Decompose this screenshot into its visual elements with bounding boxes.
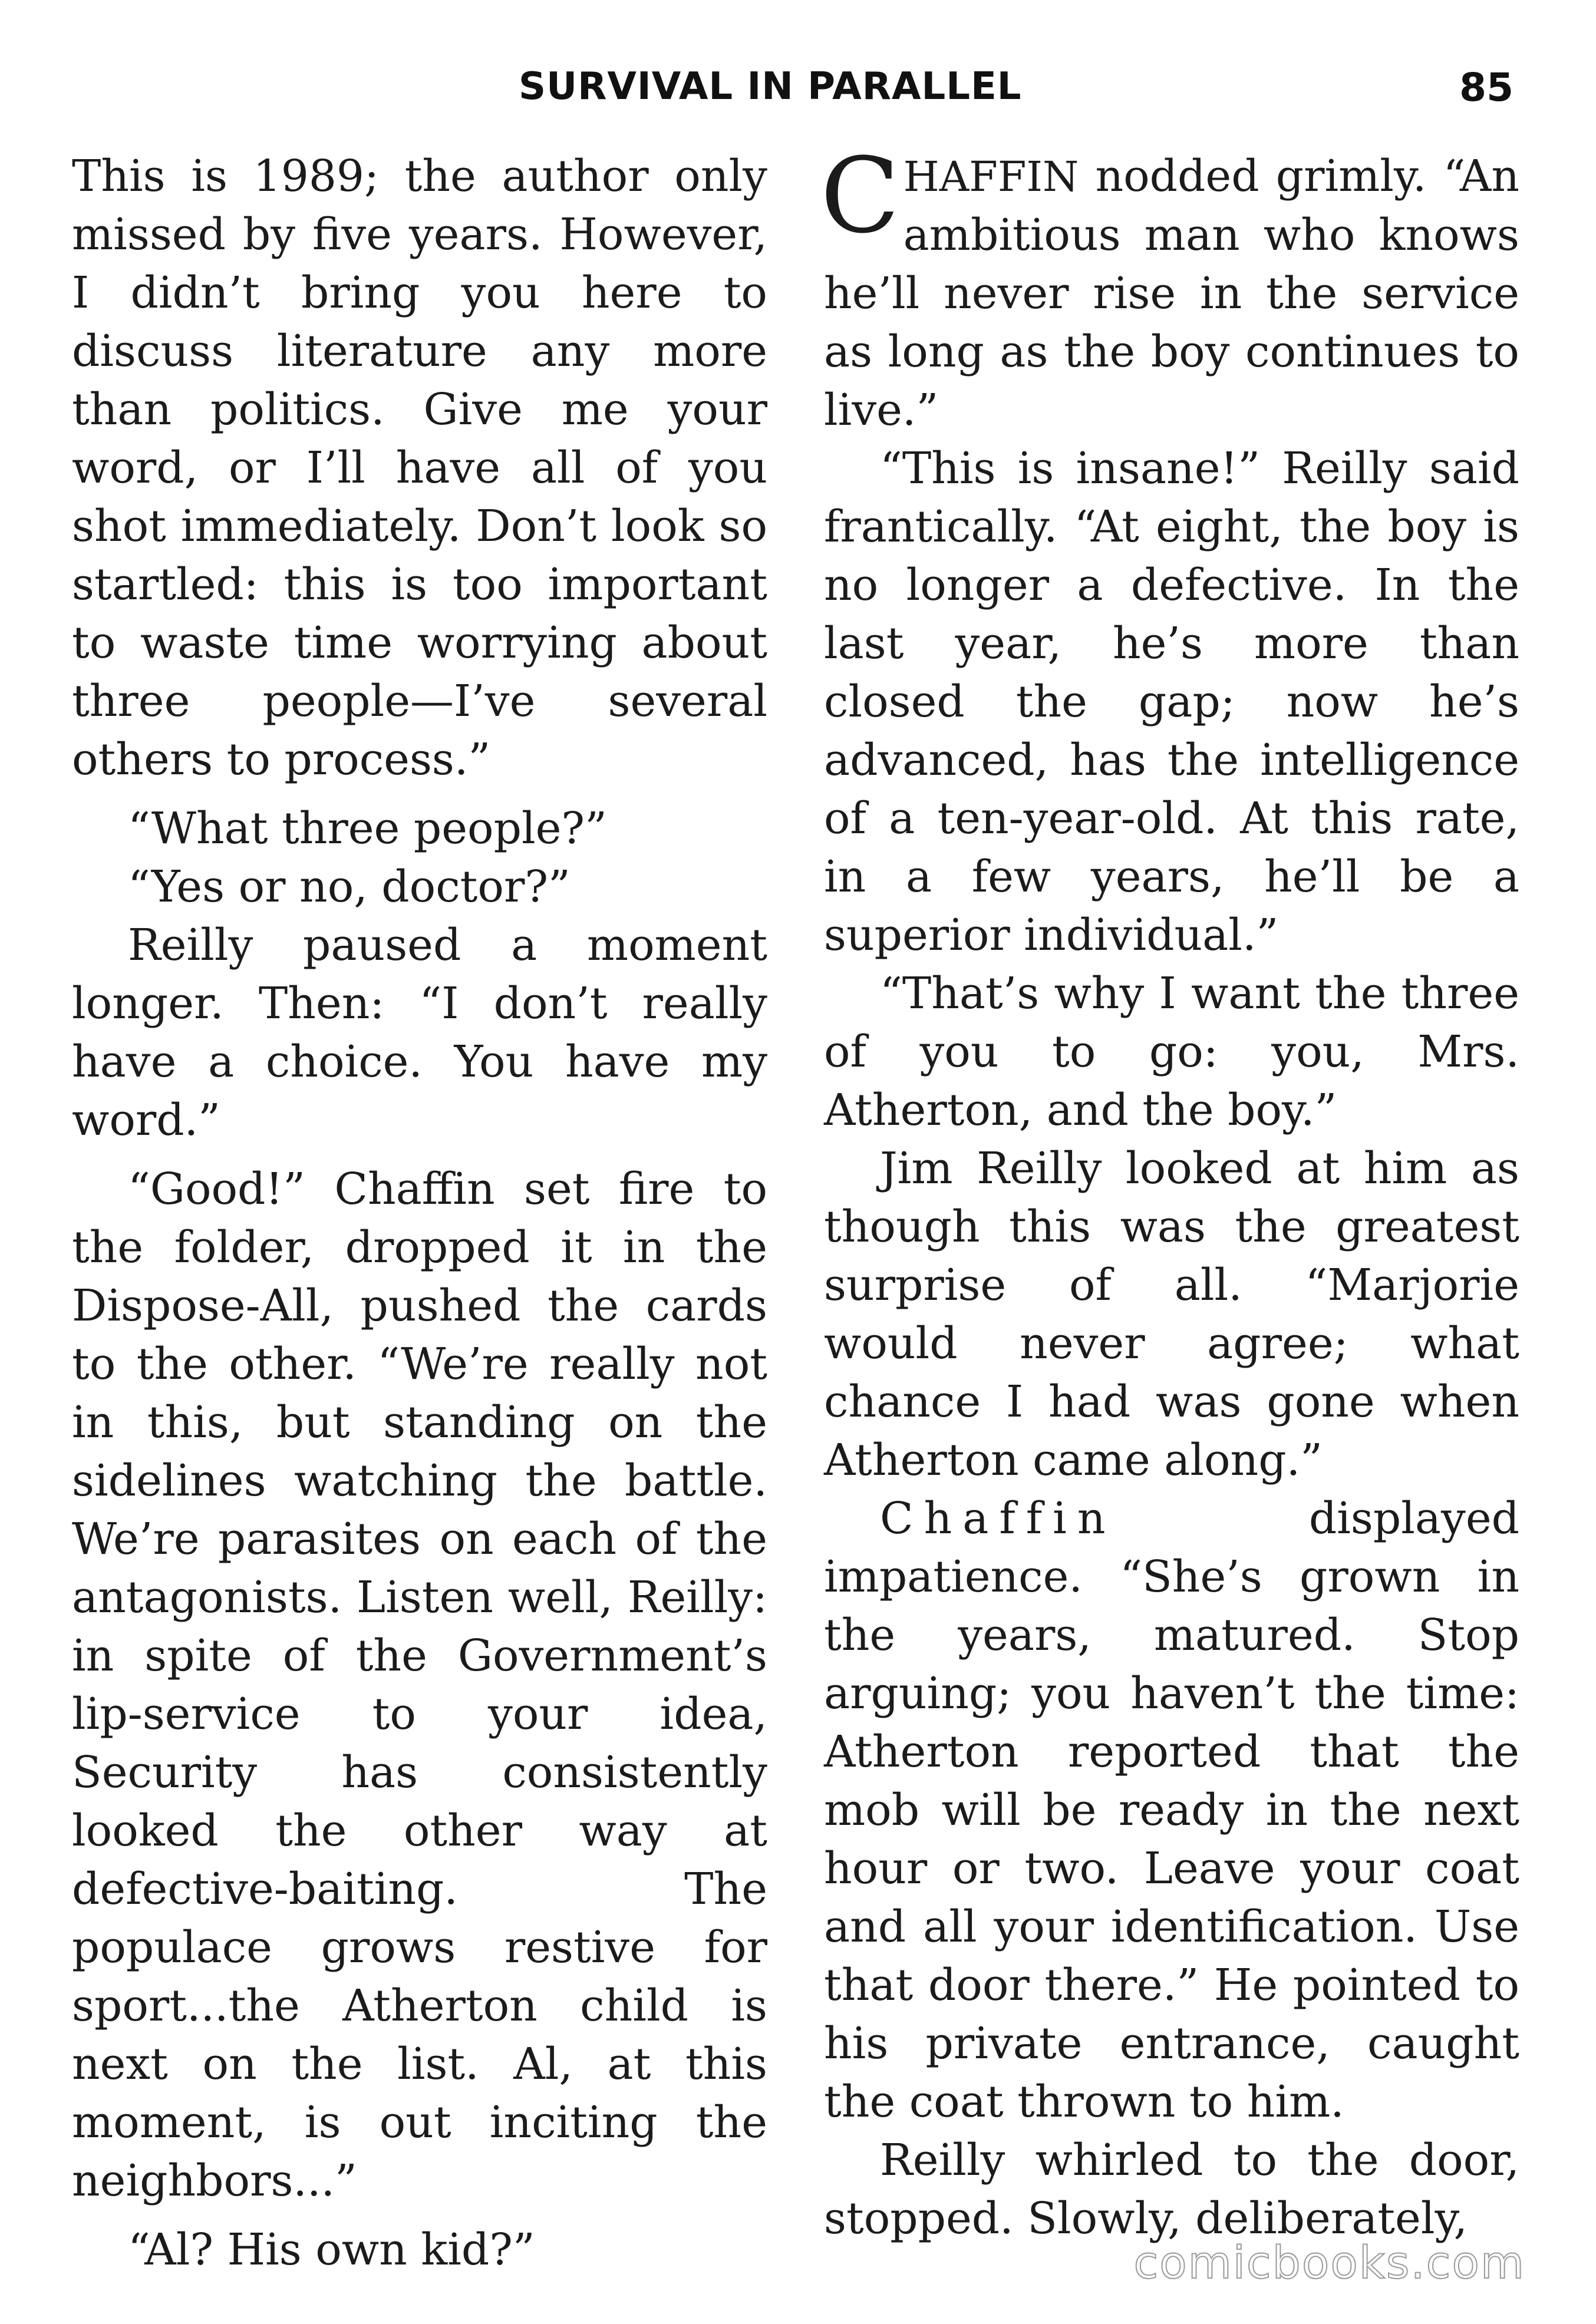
paragraph: “This is insane!” Reilly said frantically. “At eight, the boy is no longer a defective. In the last year, he’s more than closed the gap; now he’s advanced, has the intelligence of a ten-year-old. At this rate, in a few years, he’ll be a superior individual.”	[824, 443, 1519, 960]
drop-cap: C	[820, 136, 900, 256]
paragraph: Jim Reilly looked at him as though this was the greatest surprise of all. “Marjorie would never agree; what chance I had was gone when Atherton came along.”	[824, 1143, 1519, 1485]
right-text-column	[820, 136, 1519, 2248]
paragraph-text: displayed impatience. “She’s grown in the years, matured. Stop arguing; you haven’t the time: Atherton reported that the mob will be ready in the next hour or two. Leave your coat and all your identification. Use that door there.” He pointed to his private entrance, caught the coat thrown to him.	[824, 1493, 1519, 2127]
paragraph: “What three people?”	[128, 803, 607, 854]
running-title: SURVIVAL IN PARALLEL	[519, 65, 1022, 108]
paragraph: Reilly whirled to the door, stopped. Slowly, deliberately,	[824, 2135, 1519, 2244]
left-text-column	[72, 147, 767, 2279]
paragraph: This is 1989; the author only missed by five years. However, I didn’t bring you here to discuss literature any more than politics. Give me your word, or I’ll have all of you shot immediately. Don’t look so startled: this is too important to waste time worrying about three people—I’ve several others to process.”	[72, 151, 767, 785]
paragraph: Reilly paused a moment longer. Then: “I don’t really have a choice. You have my word.”	[72, 920, 767, 1146]
paragraph	[820, 136, 1519, 440]
page-number: 85	[1459, 65, 1513, 110]
spaced-name: Chaffin	[880, 1493, 1116, 1544]
watermark: comicbooks.com	[1133, 2236, 1525, 2289]
paragraph	[824, 1490, 1519, 2131]
paragraph: “That’s why I want the three of you to go: you, Mrs. Atherton, and the boy.”	[824, 968, 1519, 1135]
page-header	[0, 65, 1596, 130]
paragraph: “Yes or no, doctor?”	[128, 861, 571, 912]
paragraph: “Al? His own kid?”	[128, 2224, 535, 2275]
drop-cap-continuation: HAFFIN	[903, 153, 1079, 201]
paragraph-text: nodded grimly. “An ambitious man who knows he’ll never rise in the service as long as the boy continues to live.”	[824, 151, 1519, 435]
paragraph: “Good!” Chaffin set fire to the folder, dropped it in the Dispose-All, pushed the cards to the other. “We’re really not in this, but standing on the sidelines watching the battle. We’re parasites on each of the antagonists. Listen well, Reilly: in spite of the Government’s lip-service to your idea, Security has consistently looked the other way at defective-baiting. The populace grows restive for sport...the Atherton child is next on the list. Al, at this moment, is out inciting the neighbors...”	[72, 1164, 767, 2206]
